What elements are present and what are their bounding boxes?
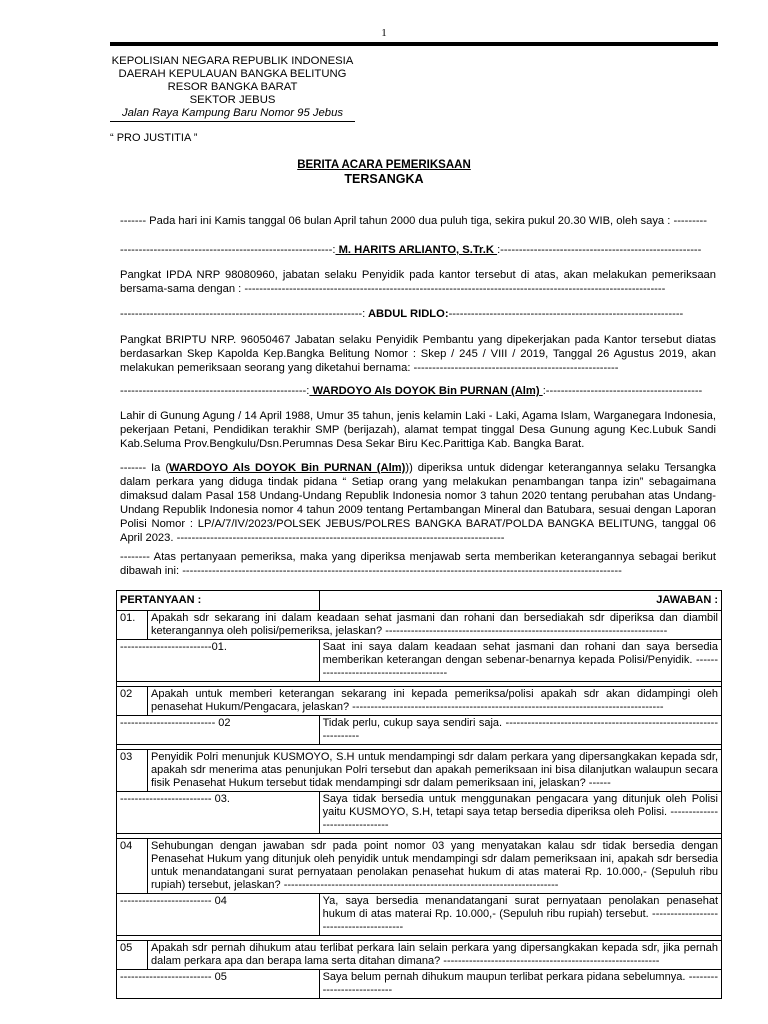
answer-header — [319, 591, 721, 611]
title-line-1: BERITA ACARA PEMERIKSAAN — [297, 159, 471, 171]
question-row — [117, 750, 722, 792]
letterhead-line-1: KEPOLISIAN NEGARA REPUBLIK INDONESIA — [111, 55, 354, 67]
answer-number: ------------------------- 03. — [117, 792, 320, 834]
investigator-dashes-pre: ---------------------------------------------------------: — [120, 244, 336, 256]
qa-table-body — [117, 611, 722, 999]
suspect-name: WARDOYO Als DOYOK Bin PURNAN (Alm) — [309, 385, 543, 397]
suspect-dashes-post: :------------------------------------------ — [542, 385, 703, 397]
answer-text: Saat ini saya dalam keadaan sehat jasmani dan rohani dan saya bersedia memberikan keterangan dengan sebenar-benarnya kepada Polisi/Penyidik. ---------------------------------------- — [319, 640, 721, 682]
page-number: 1 — [381, 27, 387, 39]
letterhead-address: Jalan Raya Kampung Baru Nomor 95 Jebus — [110, 107, 355, 122]
question-row — [117, 839, 722, 894]
answer-text: Ya, saya bersedia menandatangani surat pernyataan penolakan penasehat hukum di atas materai Rp. 10.000,- (Sepuluh ribu rupiah) tersebut. ---------------------------------------- — [319, 894, 721, 936]
answer-row — [117, 894, 722, 936]
answer-text: Saya belum pernah dihukum maupun terlibat perkara pidana sebelumnya. --------------------------- — [319, 970, 721, 999]
question-row — [117, 941, 722, 970]
intro-paragraph-6: -------- Atas pertanyaan pemeriksa, maka yang diperiksa menjawab serta memberikan keterangannya sebagai berikut dibawah ini: ---------------------------------------------------------------------------------------------------------------------- — [120, 551, 716, 577]
question-text: Apakah sdr pernah dihukum atau terlibat perkara lain selain perkara yang dipersangkakan kepada sdr, jika pernah dalam perkara apa dan berapa lama serta ditahan dimana? ----------------------------------------------------------- — [148, 941, 722, 970]
intro-paragraph-3: Pangkat BRIPTU NRP. 96050467 Jabatan selaku Penyidik Pembantu yang dipekerjakan pada Kantor tersebut diatas berdasarkan Skep Kapolda Kep.Bangka Belitung Nomor : Skep / 245 / VIII / 2019, Tanggal 26 Agustus 2019, akan melakukan pemeriksaan seorang yang diketahui bernama: ------------------------------------------------------- — [120, 334, 716, 374]
letterhead — [110, 55, 355, 122]
assistant-dashes-pre: -----------------------------------------------------------------: — [120, 308, 366, 320]
question-number: 03 — [117, 750, 148, 792]
case-suspect-name: WARDOYO Als DOYOK Bin PURNAN (Alm) — [169, 462, 406, 474]
question-text: Sehubungan dengan jawaban sdr pada point nomor 03 yang menyatakan kalau sdr tidak bersedia dengan Penasehat Hukum yang ditunjuk oleh penyidik untuk mendampingi sdr dalam pemeriksaan ini, apakah sdr bersedia untuk menandatangani surat pernyataan penolakan penasehat hukum di atas materai Rp. 10.000,- (Sepuluh ribu rupiah) tersebut, jelaskan? --------------------------------------------------------------------------- — [148, 839, 722, 894]
question-text: Penyidik Polri menunjuk KUSMOYO, S.H untuk mendampingi sdr dalam perkara yang dipersangkakan kepada sdr, apakah sdr menerima atas penunjukan Polri tersebut dan apakah pemeriksaan ini bisa dilanjutkan walaupun secara fisik Penasehat Hukum tersebut tidak mendampingi sdr dalam pemeriksaan ini, jelaskan? ------ — [148, 750, 722, 792]
answer-row — [117, 716, 722, 745]
suspect-dashes-pre: --------------------------------------------------: — [120, 385, 310, 397]
qa-table-header — [117, 591, 722, 611]
qa-table — [116, 590, 722, 999]
question-header-label: PERTANYAAN : — [120, 594, 202, 606]
answer-header-label: JAWABAN : — [656, 594, 718, 606]
assistant-line — [120, 307, 716, 321]
question-row — [117, 687, 722, 716]
document-title — [0, 158, 768, 187]
pro-justitia: “ PRO JUSTITIA ” — [110, 132, 198, 144]
answer-text: Tidak perlu, cukup saya sendiri saja. -------------------------------------------------------------------- — [319, 716, 721, 745]
case-paragraph-body: )) diperiksa untuk didengar keterangannya selaku Tersangka dalam perkara yang diduga tindak pidana “ Setiap orang yang melakukan penambangan tanpa izin” sebagaimana dimaksud dalam Pasal 158 Undang-Undang Republik Indonesia nomor 3 tahun 2020 tentang perubahan atas Undang-Undang Republik Indonesia nomor 4 tahun 2009 tentang Pertambangan Mineral dan Batubara, sesuai dengan Laporan Polisi Nomor : LP/A/7/IV/2023/POLSEK JEBUS/POLRES BANGKA BARAT/POLDA BANGKA BELITUNG, tanggal 06 April 2023. ---------------------------------------------------------------------------------------- — [120, 462, 716, 544]
top-rule — [110, 42, 718, 46]
investigator-name: M. HARITS ARLIANTO, S.Tr.K — [335, 244, 498, 256]
title-line-2: TERSANGKA — [344, 172, 424, 186]
investigator-dashes-post: :------------------------------------------------------ — [497, 244, 702, 256]
question-row — [117, 611, 722, 640]
answer-number: -------------------------- 02 — [117, 716, 320, 745]
suspect-line — [120, 384, 716, 398]
question-number: 02 — [117, 687, 148, 716]
intro-paragraph-2: Pangkat IPDA NRP 98080960, jabatan selaku Penyidik pada kantor tersebut di atas, akan melakukan pemeriksaan bersama-sama dengan : ----------------------------------------------------------------------------------------------------------------- — [120, 269, 716, 295]
letterhead-line-4: SEKTOR JEBUS — [189, 94, 276, 106]
answer-text: Saya tidak bersedia untuk menggunakan pengacara yang ditunjuk oleh Polisi yaitu KUSMOYO, S.H, tetapi saya tetap bersedia diperiksa oleh Polisi. ------------------------------- — [319, 792, 721, 834]
assistant-dashes-post: --------------------------------------------------------------- — [448, 308, 684, 320]
letterhead-line-2: DAERAH KEPULAUAN BANGKA BELITUNG — [118, 68, 347, 80]
question-header — [117, 591, 320, 611]
question-number: 04 — [117, 839, 148, 894]
letterhead-line-3: RESOR BANGKA BARAT — [167, 81, 298, 93]
question-number: 01. — [117, 611, 148, 640]
answer-row — [117, 640, 722, 682]
answer-number: ------------------------- 05 — [117, 970, 320, 999]
question-text: Apakah untuk memberi keterangan sekarang ini kepada pemeriksa/polisi apakah sdr akan didampingi oleh penasehat Hukum/Pengacara, jelaskan? ------------------------------------------------------------------------------------- — [148, 687, 722, 716]
answer-number: ------------------------- 04 — [117, 894, 320, 936]
case-paragraph-lead: ------- Ia ( — [120, 462, 170, 474]
question-text: Apakah sdr sekarang ini dalam keadaan sehat jasmani dan rohani dan bersediakah sdr diperiksa dan diambil keterangannya oleh polisi/pemeriksa, jelaskan? ----------------------------------------------------------------------------- — [148, 611, 722, 640]
suspect-identity-paragraph: Lahir di Gunung Agung / 14 April 1988, Umur 35 tahun, jenis kelamin Laki - Laki, Agama Islam, Warganegara Indonesia, pekerjaan Petani, Pendidikan terakhir SMP (berijazah), alamat tempat tinggal Desa Gunung agung Kec.Lubuk Sandi Kab.Seluma Prov.Bengkulu/Dsn.Perumnas Desa Sekar Biru Kec.Parittiga Kab. Bangka Barat. — [120, 410, 716, 450]
case-paragraph — [120, 461, 716, 545]
question-number: 05 — [117, 941, 148, 970]
answer-row — [117, 792, 722, 834]
assistant-name: ABDUL RIDLO: — [365, 308, 449, 320]
answer-number: -------------------------01. — [117, 640, 320, 682]
answer-row — [117, 970, 722, 999]
intro-paragraph-1: ------- Pada hari ini Kamis tanggal 06 bulan April tahun 2000 dua puluh tiga, sekira pukul 20.30 WIB, oleh saya : --------- — [120, 215, 708, 227]
investigator-line — [120, 243, 716, 257]
